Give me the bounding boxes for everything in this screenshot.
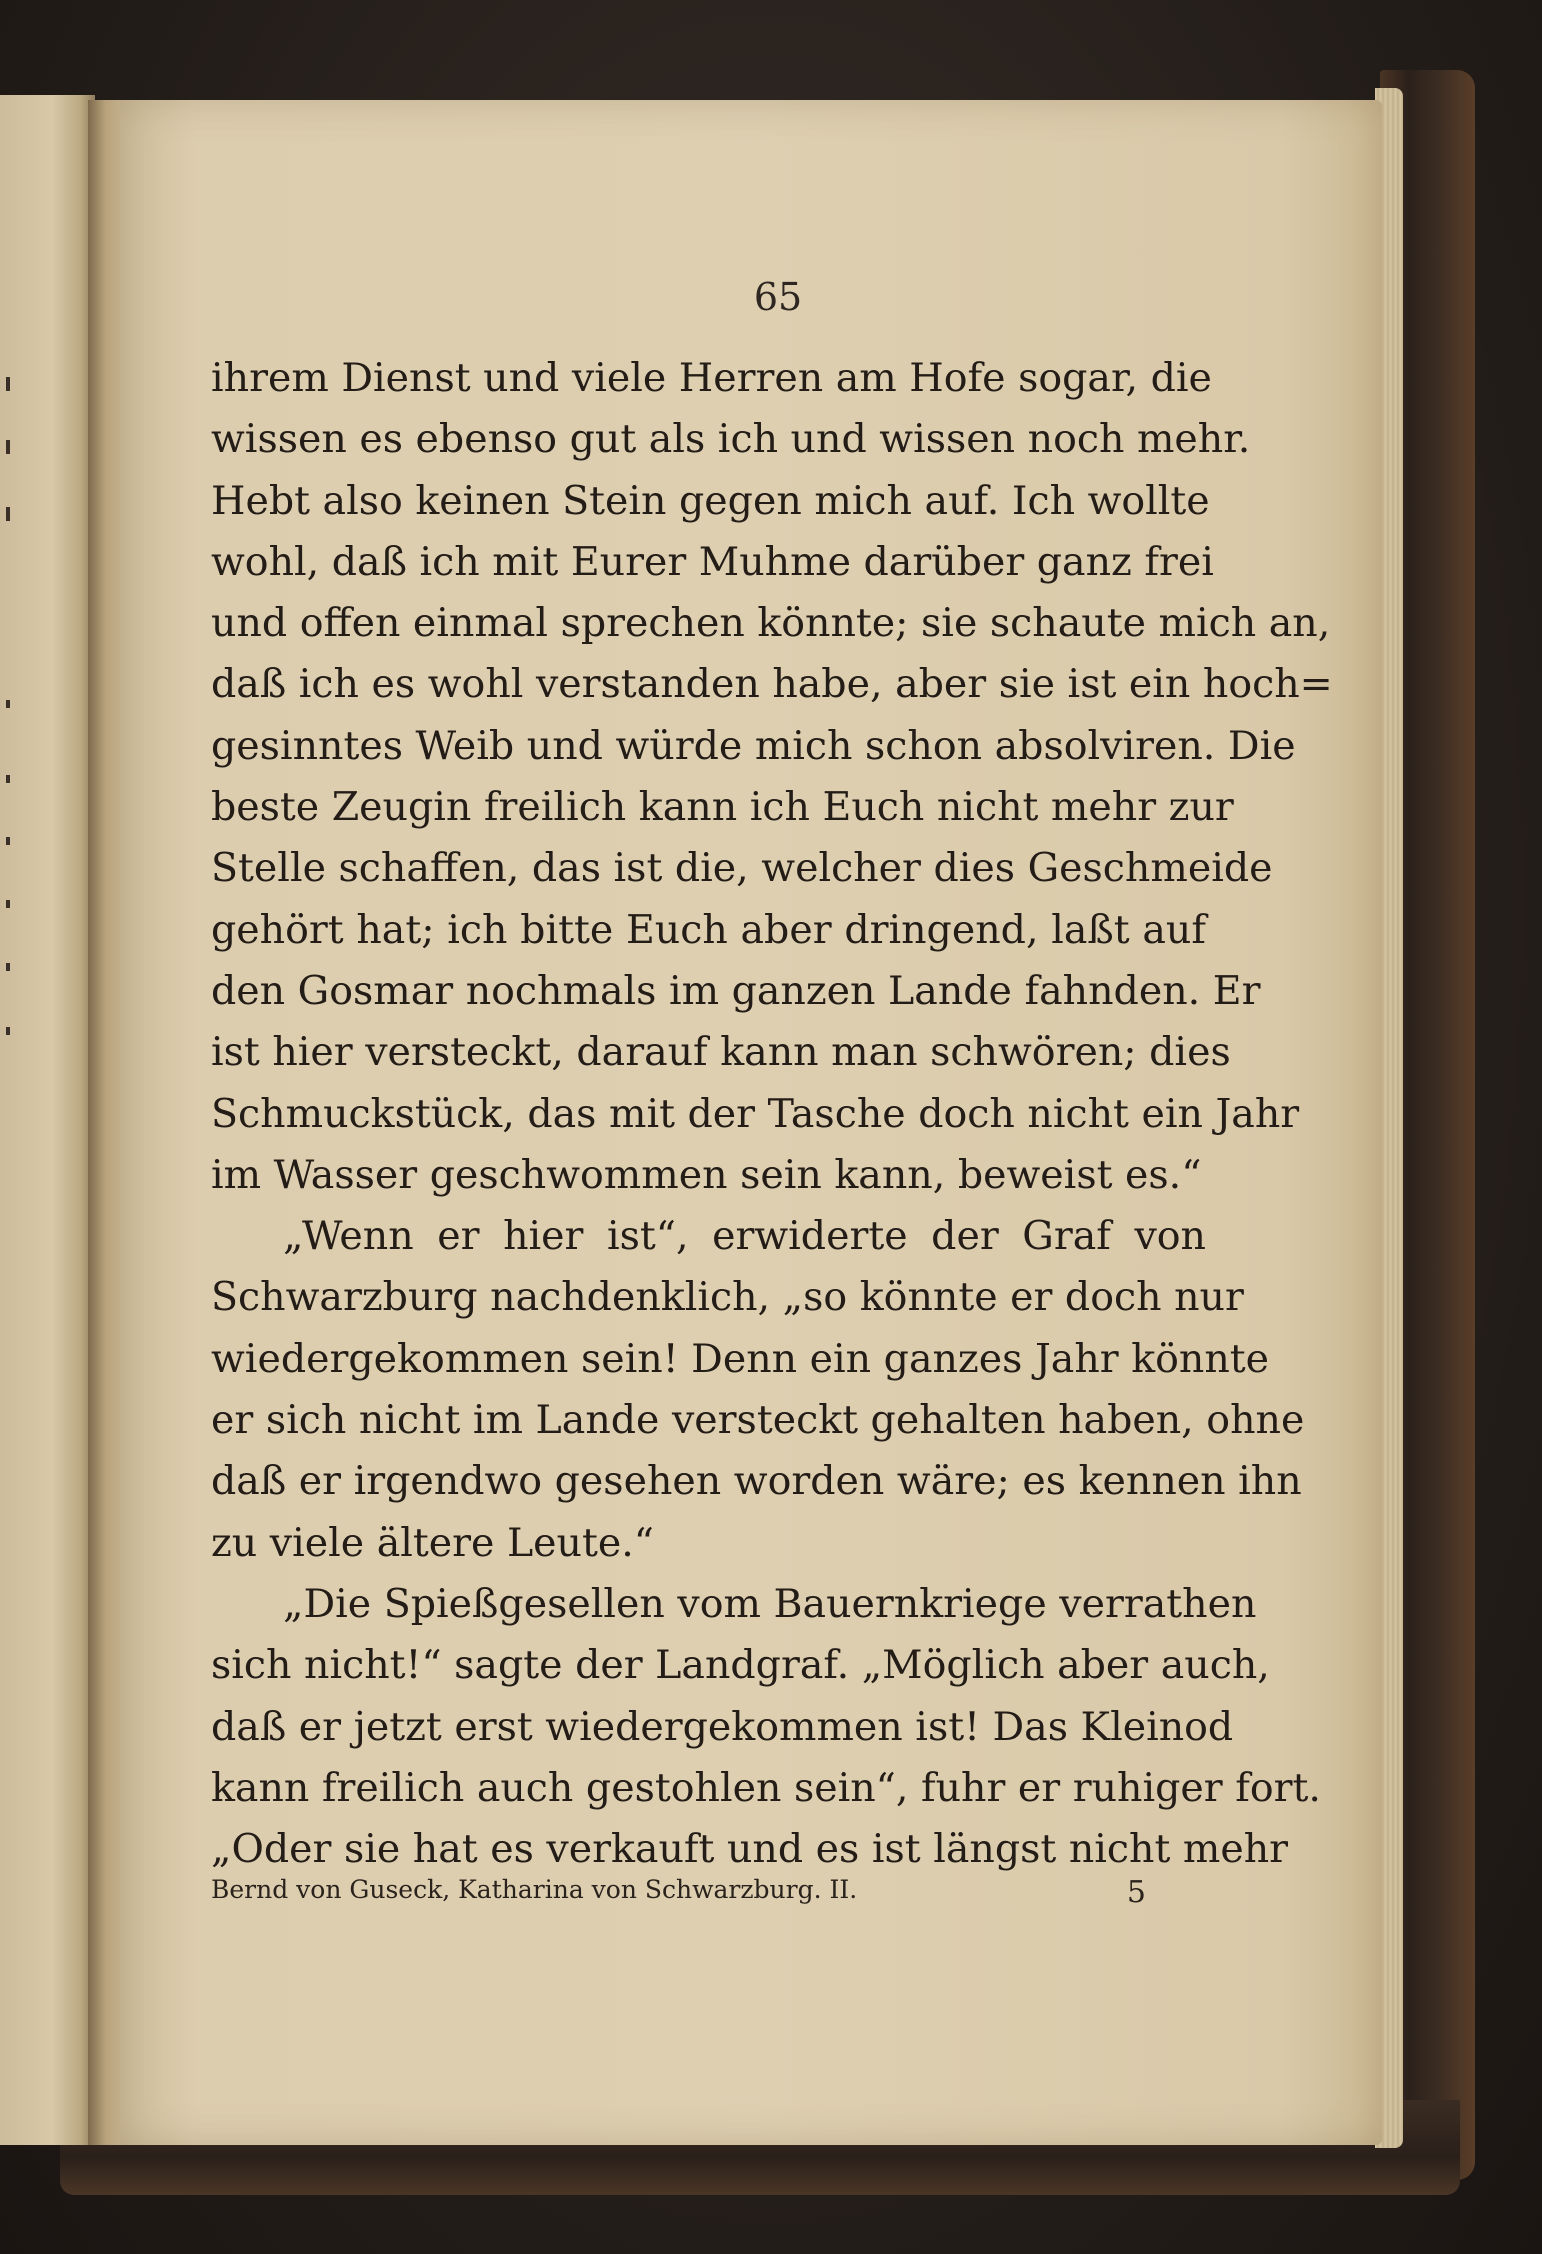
running-title: Bernd von Guseck, Katharina von Schwarzburg. II. — [211, 1875, 858, 1904]
text-line: sich nicht!“ sagte der Landgraf. „Möglich aber auch, — [211, 1642, 1270, 1689]
facing-page-mark — [6, 775, 10, 783]
text-line: zu viele ältere Leute.“ — [211, 1519, 654, 1566]
facing-page-mark — [6, 1027, 10, 1035]
text-line: er sich nicht im Lande versteckt gehalten haben, ohne — [211, 1397, 1305, 1444]
page-footer — [211, 1875, 1146, 1910]
text-line: den Gosmar nochmals im ganzen Lande fahnden. Er — [211, 967, 1261, 1014]
signature-mark: 5 — [1126, 1875, 1146, 1910]
text-line: „Wenn er hier ist“, erwiderte der Graf von — [283, 1213, 1206, 1260]
text-line: Schmuckstück, das mit der Tasche doch nicht ein Jahr — [211, 1090, 1300, 1137]
facing-page-mark — [6, 837, 10, 845]
text-line: kann freilich auch gestohlen sein“, fuhr er ruhiger fort. — [211, 1764, 1321, 1811]
text-line: „Die Spießgesellen vom Bauernkriege verrathen — [283, 1580, 1257, 1627]
page-number: 65 — [753, 275, 803, 319]
facing-page-mark — [6, 377, 10, 391]
text-line: daß ich es wohl verstanden habe, aber sie ist ein hoch= — [211, 661, 1333, 708]
text-line: Stelle schaffen, das ist die, welcher dies Geschmeide — [211, 845, 1273, 892]
text-line: Schwarzburg nachdenklich, „so könnte er doch nur — [211, 1274, 1244, 1321]
text-line: Hebt also keinen Stein gegen mich auf. Ich wollte — [211, 477, 1210, 524]
text-line: gesinntes Weib und würde mich schon absolviren. Die — [211, 722, 1296, 769]
facing-page-mark — [6, 900, 10, 908]
book-page — [120, 100, 1382, 2145]
text-line: daß er irgendwo gesehen worden wäre; es kennen ihn — [211, 1458, 1302, 1505]
text-line: beste Zeugin freilich kann ich Euch nicht mehr zur — [211, 784, 1234, 831]
facing-page-mark — [6, 700, 10, 708]
text-line: und offen einmal sprechen könnte; sie schaute mich an, — [211, 600, 1331, 647]
text-line: im Wasser geschwommen sein kann, beweist es.“ — [211, 1151, 1202, 1198]
facing-page-mark — [6, 440, 10, 454]
text-line: gehört hat; ich bitte Euch aber dringend, laßt auf — [211, 906, 1206, 953]
facing-page-mark — [6, 507, 10, 521]
text-line: ihrem Dienst und viele Herren am Hofe sogar, die — [211, 355, 1212, 401]
text-line: wohl, daß ich mit Eurer Muhme darüber ganz frei — [211, 538, 1214, 585]
text-line: „Oder sie hat es verkauft und es ist längst nicht mehr — [211, 1826, 1289, 1873]
text-line: ist hier versteckt, darauf kann man schwören; dies — [211, 1029, 1231, 1076]
page-body-text — [211, 348, 1333, 1880]
text-line: wissen es ebenso gut als ich und wissen noch mehr. — [211, 416, 1251, 463]
text-line: daß er jetzt erst wiedergekommen ist! Das Kleinod — [211, 1703, 1234, 1750]
text-line: wiedergekommen sein! Denn ein ganzes Jahr könnte — [211, 1335, 1270, 1382]
facing-page-mark — [6, 963, 10, 971]
facing-page — [0, 95, 95, 2145]
